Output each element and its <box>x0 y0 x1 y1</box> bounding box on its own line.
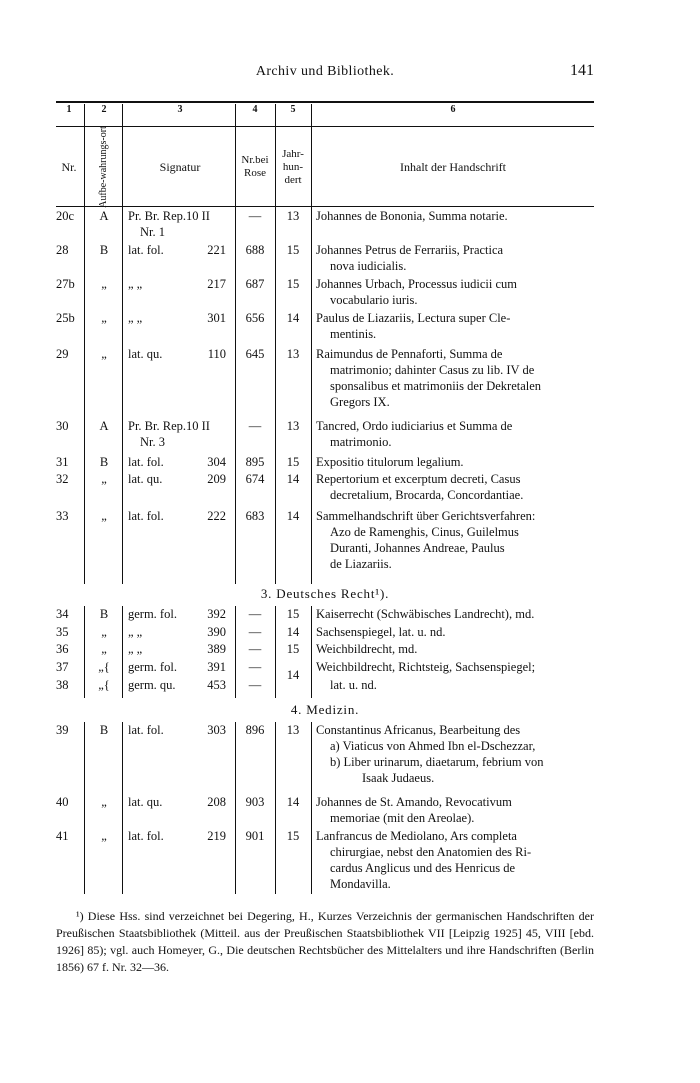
header-nr-bei-rose: Nr.bei Rose <box>241 154 269 179</box>
cell-signatur <box>128 641 236 657</box>
cell-nr: 20c <box>56 209 75 223</box>
cell-jh: 15 <box>286 277 300 291</box>
cell-inhalt <box>316 508 594 572</box>
header-aufbewahrungsort-cell <box>86 128 122 206</box>
cell-nr: 31 <box>56 455 69 469</box>
cell-rose: 903 <box>245 795 265 809</box>
cell-jh: 14 <box>286 509 300 523</box>
cell-jh: 14 <box>286 625 300 639</box>
cell-ort: „ <box>101 829 107 843</box>
cell-inhalt <box>316 310 594 342</box>
cell-ort: B <box>99 723 109 737</box>
cell-rose: 674 <box>245 472 265 486</box>
signatur-text: lat. qu. <box>128 795 163 809</box>
col-divider-c5 <box>311 722 312 894</box>
cell-signatur <box>128 242 236 258</box>
cell-rose: 687 <box>245 277 265 291</box>
signatur-number: 209 <box>207 472 226 486</box>
cell-rose: 683 <box>245 509 265 523</box>
cell-signatur <box>128 276 236 292</box>
col-divider-b1 <box>84 606 85 698</box>
cell-ort: „{ <box>98 660 110 674</box>
signatur-text: lat. fol. <box>128 829 164 843</box>
inhalt-line: de Liazariis. <box>330 557 392 571</box>
cell-ort: „ <box>101 311 107 325</box>
cell-inhalt <box>316 794 594 826</box>
cell-rose: 688 <box>245 243 265 257</box>
cell-jh: 15 <box>286 642 300 656</box>
signatur-number: 301 <box>207 311 226 325</box>
inhalt-line: vocabulario iuris. <box>330 293 418 307</box>
inhalt-line: Expositio titulorum legalium. <box>316 455 464 469</box>
cell-signatur <box>128 454 236 470</box>
cell-signatur <box>128 794 236 810</box>
signatur-text: „ „ <box>128 642 143 656</box>
cell-rose: — <box>248 607 262 621</box>
inhalt-line: chirurgiae, nebst den Anatomien des Ri- <box>330 845 532 859</box>
cell-rose: — <box>248 642 262 656</box>
colnum-2: 2 <box>101 104 107 115</box>
signatur-text: lat. fol. <box>128 455 164 469</box>
running-header <box>56 64 594 86</box>
cell-inhalt <box>316 471 594 503</box>
col-divider-2 <box>122 104 123 584</box>
signatur-text: „ „ <box>128 625 143 639</box>
signatur-number: 219 <box>207 829 226 843</box>
inhalt-line: Repertorium et excerptum decreti, Casus <box>316 472 521 486</box>
cell-ort: „ <box>101 472 107 486</box>
inhalt-line: Azo de Ramenghis, Cinus, Guilelmus <box>330 525 519 539</box>
table-header <box>56 128 594 206</box>
cell-jh: 13 <box>286 209 300 223</box>
footnote <box>56 908 594 976</box>
inhalt-line: Johannes de St. Amando, Revocativum <box>316 795 512 809</box>
inhalt-line: Mondavilla. <box>330 877 391 891</box>
cell-rose: — <box>248 419 262 433</box>
cell-nr: 41 <box>56 829 69 843</box>
cell-nr: 40 <box>56 795 69 809</box>
inhalt-line: decretalium, Brocarda, Concordantiae. <box>330 488 524 502</box>
cell-nr: 30 <box>56 419 69 433</box>
cell-signatur <box>128 208 236 240</box>
signatur-text: germ. fol. <box>128 660 177 674</box>
cell-jh: 14 <box>286 795 300 809</box>
cell-signatur <box>128 346 236 362</box>
cell-ort: „{ <box>98 678 110 692</box>
signatur-number: 391 <box>207 660 226 674</box>
cell-rose: — <box>248 209 262 223</box>
cell-ort: B <box>99 243 109 257</box>
signatur-text: lat. fol. <box>128 723 164 737</box>
cell-rose: — <box>248 625 262 639</box>
cell-nr: 28 <box>56 243 69 257</box>
cell-rose: 895 <box>245 455 265 469</box>
cell-jh: 15 <box>286 243 300 257</box>
signatur-text: Pr. Br. Rep.10 II <box>128 419 210 433</box>
cell-nr: 39 <box>56 723 69 737</box>
cell-ort: A <box>99 419 109 433</box>
cell-signatur <box>128 508 236 524</box>
signatur-number: 110 <box>207 347 226 361</box>
cell-jh: 15 <box>286 607 300 621</box>
signatur-text: „ „ <box>128 277 143 291</box>
col-divider-b5 <box>311 606 312 698</box>
signatur-sub: Nr. 3 <box>140 435 165 449</box>
cell-ort: „ <box>101 625 107 639</box>
cell-signatur <box>128 606 236 622</box>
inhalt-line: a) Viaticus von Ahmed Ibn el-Dschezzar, <box>330 739 536 753</box>
header-inhalt: Inhalt der Handschrift <box>400 159 506 174</box>
cell-jh: 14 <box>286 668 300 682</box>
colnum-3: 3 <box>177 104 183 115</box>
inhalt-line: Tancred, Ordo iudiciarius et Summa de <box>316 419 513 433</box>
header-aufbewahrungsort: Aufbe-wahrungs-ort <box>98 126 110 208</box>
inhalt-line: Lanfrancus de Mediolano, Ars completa <box>316 829 517 843</box>
cell-inhalt: lat. u. nd. <box>330 678 377 692</box>
cell-signatur <box>128 828 236 844</box>
cell-rose: 645 <box>245 347 265 361</box>
colnum-5: 5 <box>290 104 296 115</box>
signatur-number: 303 <box>207 723 226 737</box>
signatur-number: 390 <box>207 625 226 639</box>
col-divider-5 <box>311 104 312 584</box>
signatur-text: Pr. Br. Rep.10 II <box>128 209 210 223</box>
colnum-4: 4 <box>252 104 258 115</box>
signatur-number: 222 <box>207 509 226 523</box>
colnum-1: 1 <box>66 104 72 115</box>
cell-nr: 38 <box>56 678 69 692</box>
cell-nr: 35 <box>56 625 69 639</box>
inhalt-line: cardus Anglicus und des Henricus de <box>330 861 516 875</box>
cell-ort: „ <box>101 347 107 361</box>
inhalt-line: Duranti, Johannes Andreae, Paulus <box>330 541 505 555</box>
cell-inhalt: Sachsenspiegel, lat. u. nd. <box>316 625 446 639</box>
signatur-number: 453 <box>207 678 226 692</box>
table-top-rule <box>56 101 594 103</box>
cell-jh: 13 <box>286 723 300 737</box>
inhalt-line: b) Liber urinarum, diaetarum, febrium von <box>330 755 544 769</box>
column-number-row <box>56 104 594 124</box>
cell-rose: 901 <box>245 829 265 843</box>
inhalt-line: Sammelhandschrift über Gerichtsverfahren: <box>316 509 536 523</box>
cell-ort: „ <box>101 642 107 656</box>
cell-nr: 32 <box>56 472 69 486</box>
signatur-text: lat. fol. <box>128 243 164 257</box>
cell-inhalt: Weichbildrecht, Richtsteig, Sachsenspiegel; <box>316 660 536 674</box>
footnote-text: ¹) Diese Hss. sind verzeichnet bei Degering, H., Kurzes Verzeichnis der germanischen Handschriften der Preußischen Staatsbibliothek (Mitteil. aus der Preußischen Staatsbibliothek VII [Leipzig 1925] 45, VIII [ebd. 1926] 85); vgl. auch Homeyer, G., Die deutschen Rechtsbücher des Mittelalters und ihre Handschriften (Berlin 1856) 67 f. Nr. 32—36. <box>56 909 594 974</box>
cell-signatur <box>128 659 236 675</box>
running-title: Archiv und Bibliothek. <box>255 64 395 79</box>
cell-nr: 37 <box>56 660 69 674</box>
cell-inhalt <box>316 722 594 786</box>
signatur-text: lat. qu. <box>128 347 163 361</box>
inhalt-line: memoriae (mit den Areolae). <box>330 811 475 825</box>
section-heading-medizin: 4. Medizin. <box>290 702 360 717</box>
cell-ort: B <box>99 607 109 621</box>
col-divider-c2 <box>122 722 123 894</box>
cell-inhalt: Weichbildrecht, md. <box>316 642 418 656</box>
inhalt-line: nova iudicialis. <box>330 259 407 273</box>
cell-jh: 13 <box>286 347 300 361</box>
signatur-number: 389 <box>207 642 226 656</box>
cell-nr: 34 <box>56 607 69 621</box>
page-number: 141 <box>570 62 594 79</box>
cell-jh: 14 <box>286 472 300 486</box>
signatur-number: 392 <box>207 607 226 621</box>
signatur-text: lat. qu. <box>128 472 163 486</box>
cell-inhalt <box>316 242 594 274</box>
signatur-text: germ. fol. <box>128 607 177 621</box>
col-divider-b2 <box>122 606 123 698</box>
cell-ort: B <box>99 455 109 469</box>
col-divider-c1 <box>84 722 85 894</box>
header-signatur: Signatur <box>159 159 201 174</box>
cell-nr: 33 <box>56 509 69 523</box>
cell-nr: 25b <box>56 311 75 325</box>
cell-inhalt <box>316 346 594 410</box>
cell-inhalt <box>316 208 594 224</box>
colnum-6: 6 <box>450 104 456 115</box>
cell-ort: A <box>99 209 109 223</box>
section-heading-deutsches-recht: 3. Deutsches Recht¹). <box>260 586 390 601</box>
cell-nr: 27b <box>56 277 75 291</box>
cell-signatur <box>128 624 236 640</box>
signatur-number: 208 <box>207 795 226 809</box>
inhalt-line: matrimonio; dahinter Casus zu lib. IV de <box>330 363 535 377</box>
inhalt-line: Johannes Petrus de Ferrariis, Practica <box>316 243 504 257</box>
cell-jh: 15 <box>286 829 300 843</box>
cell-inhalt: Kaiserrecht (Schwäbisches Landrecht), md. <box>316 607 535 621</box>
header-nr: Nr. <box>61 159 77 174</box>
inhalt-line: matrimonio. <box>330 435 392 449</box>
cell-jh: 13 <box>286 419 300 433</box>
cell-ort: „ <box>101 795 107 809</box>
cell-inhalt <box>316 828 594 892</box>
signatur-sub: Nr. 1 <box>140 225 165 239</box>
inhalt-line: Constantinus Africanus, Bearbeitung des <box>316 723 521 737</box>
cell-jh: 14 <box>286 311 300 325</box>
header-rule-bottom <box>56 206 594 207</box>
inhalt-line: Gregors IX. <box>330 395 390 409</box>
cell-rose: — <box>248 678 262 692</box>
cell-inhalt <box>316 454 594 470</box>
cell-inhalt <box>316 276 594 308</box>
signatur-text: „ „ <box>128 311 143 325</box>
cell-jh: 15 <box>286 455 300 469</box>
inhalt-line: mentinis. <box>330 327 377 341</box>
signatur-number: 221 <box>207 243 226 257</box>
signatur-number: 304 <box>207 455 226 469</box>
header-jahrhundert: Jahr-hun-dert <box>282 147 304 186</box>
inhalt-line: Johannes Urbach, Processus iudicii cum <box>316 277 518 291</box>
signatur-text: lat. fol. <box>128 509 164 523</box>
cell-nr: 29 <box>56 347 69 361</box>
inhalt-line: sponsalibus et matrimoniis der Dekretalen <box>330 379 542 393</box>
header-rule-top <box>56 126 594 127</box>
cell-nr: 36 <box>56 642 69 656</box>
signatur-text: germ. qu. <box>128 678 176 692</box>
cell-rose: 656 <box>245 311 265 325</box>
cell-ort: „ <box>101 509 107 523</box>
cell-ort: „ <box>101 277 107 291</box>
signatur-number: 217 <box>207 277 226 291</box>
cell-signatur <box>128 471 236 487</box>
cell-signatur <box>128 310 236 326</box>
cell-signatur <box>128 677 236 693</box>
inhalt-line: Paulus de Liazariis, Lectura super Cle- <box>316 311 511 325</box>
cell-rose: 896 <box>245 723 265 737</box>
inhalt-line: Johannes de Bononia, Summa notarie. <box>316 209 508 223</box>
inhalt-line: Raimundus de Pennaforti, Summa de <box>316 347 503 361</box>
col-divider-1 <box>84 104 85 584</box>
cell-inhalt <box>316 418 594 450</box>
cell-signatur <box>128 418 236 450</box>
cell-signatur <box>128 722 236 738</box>
cell-rose: — <box>248 660 262 674</box>
inhalt-line: Isaak Judaeus. <box>362 771 435 785</box>
